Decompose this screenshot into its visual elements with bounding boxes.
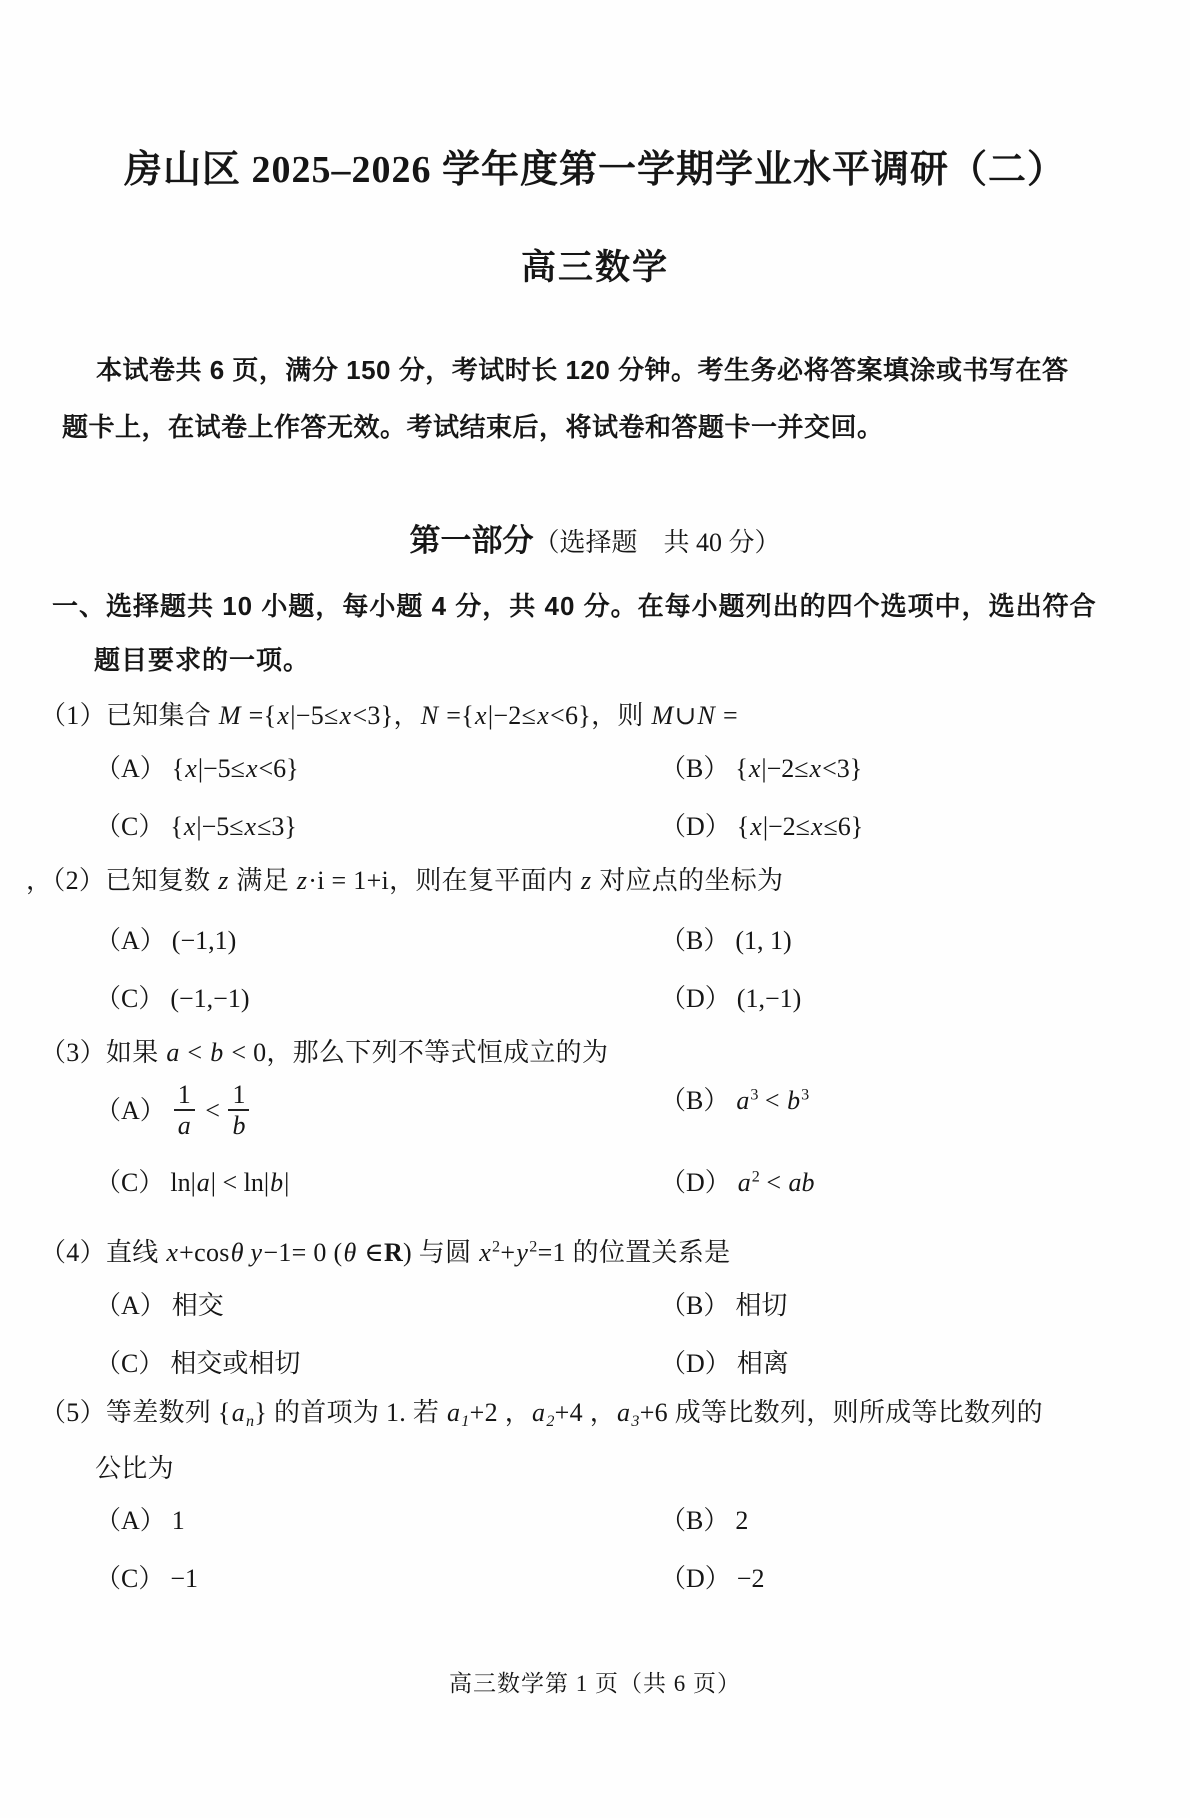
part1-heading: 第一部分 xyxy=(409,523,534,558)
question-3-option-d: （D） $a^2$ < ab xyxy=(660,1168,815,1198)
question-4-stem: （4）直线 x+cosθ y−1= 0 (θ ∈R) 与圆 $x^2+y^2=1$ 的位置关系是 xyxy=(40,1238,731,1267)
question-5-options xyxy=(95,1500,1170,1595)
question-4-options xyxy=(95,1285,1170,1380)
question-1-option-a: （A） {x|−5≤x<6} xyxy=(95,754,299,783)
page-footer: 高三数学第 1 页（共 6 页） xyxy=(449,1671,741,1696)
part1-heading-row xyxy=(0,515,1190,560)
question-4-option-b: （B） 相切 xyxy=(660,1291,788,1320)
question-1-option-b: （B） {x|−2≤x<3} xyxy=(660,754,863,783)
question-5-option-d: （D） −2 xyxy=(660,1564,765,1593)
question-1-option-c: （C） {x|−5≤x≤3} xyxy=(95,812,297,841)
question-3-option-b: （B） $a^3 < b^3$ xyxy=(660,1086,810,1115)
question-5-option-a: （A） 1 xyxy=(95,1506,185,1535)
question-1-options xyxy=(95,748,1170,843)
question-2-option-c: （C） (−1,−1) xyxy=(95,984,250,1013)
question-4-option-d: （D） 相离 xyxy=(660,1349,789,1378)
page-title: 房山区 2025–2026 学年度第一学期学业水平调研（二） xyxy=(123,149,1066,191)
question-2-option-b: （B） (1, 1) xyxy=(660,926,792,955)
section1-instruction-line-1: 一、选择题共 10 小题，每小题 4 分，共 40 分。在每小题列出的四个选项中，选出符合 xyxy=(52,591,1097,621)
question-4-option-a: （A） 相交 xyxy=(95,1291,224,1320)
section1-instruction-line-2: 题目要求的一项。 xyxy=(94,645,311,675)
exam-notice-line-1: 本试卷共 6 页，满分 150 分，考试时长 120 分钟。考生务必将答案填涂或书写在答 xyxy=(96,355,1069,385)
question-5-stem-line-2: 公比为 xyxy=(95,1454,174,1483)
question-2-stem: ，（2）已知复数 z 满足 z·i = 1+i，则在复平面内 z 对应点的坐标为 xyxy=(26,866,784,895)
question-3-option-c: （C） ln|a| < ln|b| xyxy=(95,1168,290,1198)
question-2-option-a: （A） (−1,1) xyxy=(95,926,237,955)
question-1-stem: （1）已知集合 M ={x|−5≤x<3}，N ={x|−2≤x<6}，则 M∪N = xyxy=(40,701,738,730)
question-5-stem: （5）等差数列 $\{a_n\}$ 的首项为 1. 若 $a_1+2$ ，$a_2+4$ ，$a_3+6$ 成等比数列，则所成等比数列的 xyxy=(40,1398,1043,1430)
question-3-option-a: （A） $\frac{1}{a}$ < $\frac{1}{b}$ xyxy=(95,1080,660,1146)
question-1-option-d: （D） {x|−2≤x≤6} xyxy=(660,812,864,841)
question-5-option-c: （C） −1 xyxy=(95,1564,199,1593)
question-4-option-c: （C） 相交或相切 xyxy=(95,1349,301,1378)
exam-notice-line-2: 题卡上，在试卷上作答无效。考试结束后，将试卷和答题卡一并交回。 xyxy=(62,412,884,442)
part1-subheading: （选择题 共 40 分） xyxy=(533,528,781,557)
question-3-stem: （3）如果 a < b < 0，那么下列不等式恒成立的为 xyxy=(40,1038,609,1067)
question-3-options xyxy=(95,1080,1170,1199)
question-5-option-b: （B） 2 xyxy=(660,1506,749,1535)
question-2-option-d: （D） (1,−1) xyxy=(660,984,802,1013)
page-subtitle: 高三数学 xyxy=(520,248,669,287)
question-2-options xyxy=(95,920,1170,1015)
